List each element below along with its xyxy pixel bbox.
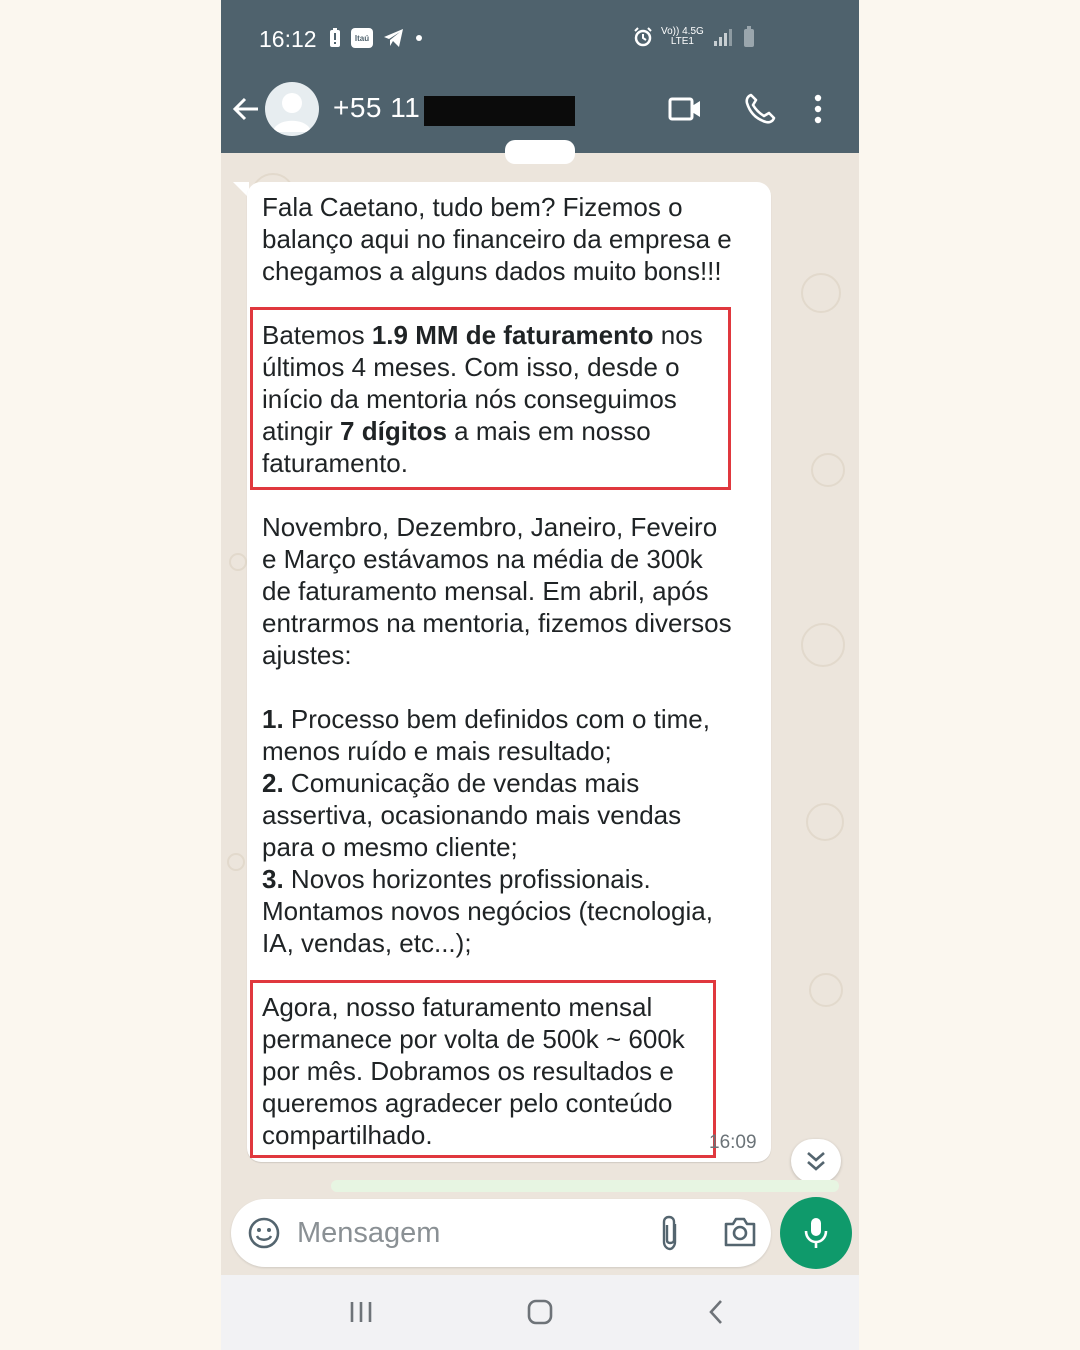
wallpaper-doodle <box>801 273 841 313</box>
message-input[interactable]: Mensagem <box>297 1217 441 1249</box>
wallpaper-doodle <box>806 803 844 841</box>
home-icon[interactable] <box>526 1297 554 1327</box>
attachment-icon[interactable] <box>659 1214 681 1252</box>
phone-call-icon[interactable] <box>743 92 777 126</box>
scroll-to-bottom-button[interactable] <box>791 1139 841 1183</box>
network-label: Vo)) 4.5G LTE1 <box>661 26 704 47</box>
message-paragraph-2: Batemos 1.9 MM de faturamento nos últimos 4 meses. Com isso, desde o início da mentoria nós conseguimos atingir 7 dígitos a mais em nosso faturamento. <box>262 320 703 478</box>
more-options-icon[interactable] <box>813 92 823 126</box>
recent-apps-icon[interactable] <box>348 1297 374 1327</box>
message-list: 1. Processo bem definidos com o time, menos ruído e mais resultado; 2. Comunicação de vendas mais assertiva, ocasionando mais vendas para o mesmo cliente; 3. Novos horizontes profissionais. Montamos novos negócios (tecnologia, IA, vendas, etc...); <box>262 704 713 958</box>
status-right-icons <box>633 26 756 48</box>
previous-message-edge <box>505 140 575 164</box>
camera-icon[interactable] <box>722 1215 758 1249</box>
signal-icon <box>712 27 734 47</box>
alarm-icon <box>633 27 653 47</box>
double-chevron-down-icon <box>805 1149 827 1173</box>
message-paragraph-1: Fala Caetano, tudo bem? Fizemos o balanço aqui no financeiro da empresa e chegamos a alguns dados muito bons!!! <box>262 192 732 286</box>
message-timestamp: 16:09 <box>709 1132 757 1153</box>
video-call-icon[interactable] <box>668 92 702 126</box>
wallpaper-doodle <box>809 973 843 1007</box>
wallpaper-doodle <box>227 853 245 871</box>
status-time: 16:12 <box>259 26 317 52</box>
system-navigation-bar <box>221 1275 859 1350</box>
bank-app-icon: Itaú <box>351 28 373 48</box>
message-paragraph-4: Agora, nosso faturamento mensal permanece por volta de 500k ~ 600k por mês. Dobramos os resultados e queremos agradecer pelo conteúdo compartilhado. <box>262 992 685 1150</box>
phone-screen <box>221 0 859 1350</box>
voice-message-button[interactable] <box>780 1197 852 1269</box>
back-arrow-icon[interactable] <box>231 94 261 124</box>
emoji-icon[interactable] <box>247 1216 281 1250</box>
person-icon <box>265 82 319 136</box>
message-paragraph-3: Novembro, Dezembro, Janeiro, Feveiro e Março estávamos na média de 300k de faturamento mensal. Em abril, após entrarmos na mentoria, fizemos diversos ajustes: <box>262 512 732 670</box>
app-header <box>221 0 859 153</box>
status-left-icons <box>329 28 423 48</box>
back-nav-icon[interactable] <box>705 1297 729 1327</box>
microphone-icon <box>803 1216 829 1250</box>
dot-icon <box>415 34 423 42</box>
wallpaper-doodle <box>811 453 845 487</box>
avatar[interactable] <box>265 82 319 136</box>
contact-name[interactable]: +55 11 <box>333 92 421 123</box>
new-messages-strip <box>331 1180 839 1192</box>
battery-icon <box>742 26 756 48</box>
battery-alert-icon <box>329 28 341 48</box>
wallpaper-doodle <box>801 623 845 667</box>
wallpaper-doodle <box>229 553 247 571</box>
message-composer[interactable] <box>231 1199 771 1267</box>
redaction-bar <box>424 96 575 126</box>
telegram-icon <box>383 28 405 48</box>
